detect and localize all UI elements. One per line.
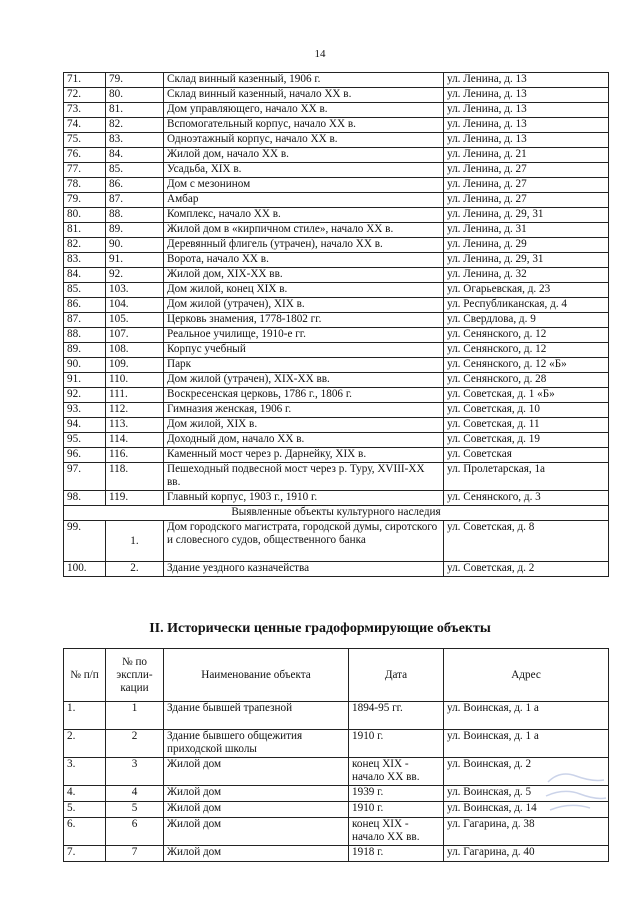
row-index: 71. — [64, 73, 106, 88]
historic-objects-table — [63, 648, 609, 862]
row-index: 89. — [64, 343, 106, 358]
row-object-name: Дом жилой, XIX в. — [164, 418, 444, 433]
row-address: ул. Свердлова, д. 9 — [444, 313, 609, 328]
table-row — [64, 268, 609, 283]
row-index: 98. — [64, 491, 106, 506]
row-explication-number: 85. — [106, 163, 164, 178]
row-index: 95. — [64, 433, 106, 448]
table-row — [64, 73, 609, 88]
row-explication-number: 80. — [106, 88, 164, 103]
row-index: 2. — [64, 730, 106, 758]
row-index: 85. — [64, 283, 106, 298]
table-row — [64, 846, 609, 862]
row-address: ул. Ленина, д. 13 — [444, 118, 609, 133]
row-index: 90. — [64, 358, 106, 373]
row-object-name: Жилой дом — [164, 802, 349, 818]
row-object-name: Жилой дом — [164, 786, 349, 802]
row-index: 7. — [64, 846, 106, 862]
row-explication-number: 2. — [106, 562, 164, 577]
row-address: ул. Советская, д. 2 — [444, 562, 609, 577]
row-index: 99. — [64, 521, 106, 562]
table-row — [64, 193, 609, 208]
row-explication-number: 83. — [106, 133, 164, 148]
table-row — [64, 758, 609, 786]
row-index: 74. — [64, 118, 106, 133]
table-row — [64, 491, 609, 506]
subheading-row — [64, 506, 609, 521]
table-row — [64, 88, 609, 103]
row-address: ул. Советская, д. 8 — [444, 521, 609, 562]
table-row — [64, 118, 609, 133]
row-explication-number: 81. — [106, 103, 164, 118]
table-row — [64, 463, 609, 491]
row-index: 88. — [64, 328, 106, 343]
table-row — [64, 702, 609, 730]
row-explication-number: 82. — [106, 118, 164, 133]
row-index: 94. — [64, 418, 106, 433]
table-header-row — [64, 649, 609, 702]
table-row — [64, 373, 609, 388]
row-date: 1939 г. — [349, 786, 444, 802]
row-address: ул. Сенянского, д. 12 — [444, 343, 609, 358]
row-address: ул. Советская, д. 1 «Б» — [444, 388, 609, 403]
row-index: 78. — [64, 178, 106, 193]
row-explication-number: 110. — [106, 373, 164, 388]
row-object-name: Корпус учебный — [164, 343, 444, 358]
row-date: 1918 г. — [349, 846, 444, 862]
row-object-name: Жилой дом — [164, 846, 349, 862]
row-index: 86. — [64, 298, 106, 313]
section-title: II. Исторически ценные градоформирующие объекты — [149, 621, 491, 636]
row-index: 75. — [64, 133, 106, 148]
row-address: ул. Советская — [444, 448, 609, 463]
row-explication-number: 88. — [106, 208, 164, 223]
table-row — [64, 223, 609, 238]
table-row — [64, 238, 609, 253]
row-object-name: Склад винный казенный, 1906 г. — [164, 73, 444, 88]
table-row — [64, 133, 609, 148]
row-address: ул. Ленина, д. 13 — [444, 73, 609, 88]
subheading: Выявленные объекты культурного наследия — [64, 506, 609, 521]
row-address: ул. Ленина, д. 29 — [444, 238, 609, 253]
row-address: ул. Ленина, д. 32 — [444, 268, 609, 283]
row-index: 81. — [64, 223, 106, 238]
row-address: ул. Ленина, д. 29, 31 — [444, 253, 609, 268]
row-explication-number: 119. — [106, 491, 164, 506]
row-explication-number: 116. — [106, 448, 164, 463]
header-index: № п/п — [64, 649, 106, 702]
row-index: 82. — [64, 238, 106, 253]
row-object-name: Каменный мост через р. Дарнейку, XIX в. — [164, 448, 444, 463]
row-address: ул. Сенянского, д. 3 — [444, 491, 609, 506]
row-object-name: Гимназия женская, 1906 г. — [164, 403, 444, 418]
table-row — [64, 313, 609, 328]
row-object-name: Дом жилой (утрачен), XIX-XX вв. — [164, 373, 444, 388]
row-index: 73. — [64, 103, 106, 118]
row-address: ул. Сенянского, д. 28 — [444, 373, 609, 388]
row-object-name: Дом жилой (утрачен), XIX в. — [164, 298, 444, 313]
row-object-name: Дом жилой, конец XIX в. — [164, 283, 444, 298]
row-object-name: Здание бывшего общежития приходской школы — [164, 730, 349, 758]
row-explication-number: 4 — [106, 786, 164, 802]
row-explication-number: 111. — [106, 388, 164, 403]
row-address: ул. Гагарина, д. 38 — [444, 818, 609, 846]
page-number: 14 — [314, 48, 326, 60]
row-explication-number: 87. — [106, 193, 164, 208]
row-object-name: Ворота, начало XX в. — [164, 253, 444, 268]
row-address: ул. Сенянского, д. 12 — [444, 328, 609, 343]
row-object-name: Амбар — [164, 193, 444, 208]
row-explication-number: 112. — [106, 403, 164, 418]
header-explication-number: № по экспли-кации — [106, 649, 164, 702]
row-object-name: Усадьба, XIX в. — [164, 163, 444, 178]
row-explication-number: 1 — [106, 702, 164, 730]
row-date: конец XIX - начало XX вв. — [349, 758, 444, 786]
row-explication-number: 86. — [106, 178, 164, 193]
row-index: 93. — [64, 403, 106, 418]
row-explication-number: 105. — [106, 313, 164, 328]
table-row — [64, 103, 609, 118]
row-explication-number: 1. — [106, 521, 164, 562]
table-row — [64, 730, 609, 758]
table-row — [64, 328, 609, 343]
row-index: 96. — [64, 448, 106, 463]
row-explication-number: 108. — [106, 343, 164, 358]
row-index: 76. — [64, 148, 106, 163]
table-row — [64, 786, 609, 802]
row-object-name: Комплекс, начало XX в. — [164, 208, 444, 223]
row-address: ул. Воинская, д. 1 а — [444, 730, 609, 758]
row-address: ул. Пролетарская, 1а — [444, 463, 609, 491]
row-explication-number: 3 — [106, 758, 164, 786]
row-object-name: Жилой дом, начало XX в. — [164, 148, 444, 163]
row-index: 100. — [64, 562, 106, 577]
row-object-name: Парк — [164, 358, 444, 373]
table-row — [64, 388, 609, 403]
row-explication-number: 104. — [106, 298, 164, 313]
row-date: 1910 г. — [349, 802, 444, 818]
row-object-name: Здание бывшей трапезной — [164, 702, 349, 730]
row-explication-number: 7 — [106, 846, 164, 862]
table-row — [64, 208, 609, 223]
row-address: ул. Сенянского, д. 12 «Б» — [444, 358, 609, 373]
row-object-name: Жилой дом в «кирпичном стиле», начало XX в. — [164, 223, 444, 238]
row-index: 77. — [64, 163, 106, 178]
row-explication-number: 109. — [106, 358, 164, 373]
header-object-name: Наименование объекта — [164, 649, 349, 702]
row-index: 83. — [64, 253, 106, 268]
row-date: конец XIX - начало XX вв. — [349, 818, 444, 846]
row-address: ул. Ленина, д. 13 — [444, 133, 609, 148]
row-object-name: Дом с мезонином — [164, 178, 444, 193]
stamp-mark — [540, 762, 610, 822]
row-date: 1910 г. — [349, 730, 444, 758]
row-object-name: Деревянный флигель (утрачен), начало XX в. — [164, 238, 444, 253]
row-index: 84. — [64, 268, 106, 283]
row-object-name: Одноэтажный корпус, начало XX в. — [164, 133, 444, 148]
row-explication-number: 90. — [106, 238, 164, 253]
row-index: 92. — [64, 388, 106, 403]
row-index: 79. — [64, 193, 106, 208]
row-object-name: Дом управляющего, начало XX в. — [164, 103, 444, 118]
row-object-name: Пешеходный подвесной мост через р. Туру, XVIII-XX вв. — [164, 463, 444, 491]
row-explication-number: 118. — [106, 463, 164, 491]
row-object-name: Здание уездного казначейства — [164, 562, 444, 577]
row-address: ул. Ленина, д. 31 — [444, 223, 609, 238]
row-address: ул. Воинская, д. 1 а — [444, 702, 609, 730]
table-row — [64, 562, 609, 577]
row-explication-number: 107. — [106, 328, 164, 343]
row-index: 80. — [64, 208, 106, 223]
table-row — [64, 178, 609, 193]
table-row — [64, 163, 609, 178]
row-address: ул. Ленина, д. 13 — [444, 103, 609, 118]
table-row — [64, 148, 609, 163]
row-address: ул. Ленина, д. 21 — [444, 148, 609, 163]
row-address: ул. Ленина, д. 29, 31 — [444, 208, 609, 223]
row-date: 1894-95 гг. — [349, 702, 444, 730]
row-explication-number: 2 — [106, 730, 164, 758]
row-object-name: Жилой дом, XIX-XX вв. — [164, 268, 444, 283]
row-address: ул. Ленина, д. 27 — [444, 163, 609, 178]
table-row — [64, 448, 609, 463]
table-row — [64, 433, 609, 448]
monuments-table — [63, 72, 609, 577]
row-address: ул. Советская, д. 11 — [444, 418, 609, 433]
row-index: 97. — [64, 463, 106, 491]
row-explication-number: 6 — [106, 818, 164, 846]
row-address: ул. Советская, д. 19 — [444, 433, 609, 448]
row-object-name: Главный корпус, 1903 г., 1910 г. — [164, 491, 444, 506]
row-explication-number: 5 — [106, 802, 164, 818]
row-index: 1. — [64, 702, 106, 730]
row-explication-number: 79. — [106, 73, 164, 88]
row-object-name: Склад винный казенный, начало XX в. — [164, 88, 444, 103]
row-address: ул. Огарьевская, д. 23 — [444, 283, 609, 298]
table-row — [64, 818, 609, 846]
header-date: Дата — [349, 649, 444, 702]
row-index: 91. — [64, 373, 106, 388]
row-explication-number: 89. — [106, 223, 164, 238]
row-object-name: Воскресенская церковь, 1786 г., 1806 г. — [164, 388, 444, 403]
row-object-name: Жилой дом — [164, 818, 349, 846]
row-explication-number: 113. — [106, 418, 164, 433]
row-address: ул. Советская, д. 10 — [444, 403, 609, 418]
row-index: 6. — [64, 818, 106, 846]
row-object-name: Жилой дом — [164, 758, 349, 786]
row-address: ул. Воинская, д. 14 — [444, 802, 609, 818]
table-row — [64, 298, 609, 313]
row-index: 5. — [64, 802, 106, 818]
table-row — [64, 521, 609, 562]
row-address: ул. Воинская, д. 2 — [444, 758, 609, 786]
row-index: 72. — [64, 88, 106, 103]
row-explication-number: 84. — [106, 148, 164, 163]
row-index: 87. — [64, 313, 106, 328]
row-object-name: Вспомогательный корпус, начало XX в. — [164, 118, 444, 133]
row-index: 4. — [64, 786, 106, 802]
row-address: ул. Воинская, д. 5 — [444, 786, 609, 802]
row-object-name: Церковь знамения, 1778-1802 гг. — [164, 313, 444, 328]
row-explication-number: 92. — [106, 268, 164, 283]
table-row — [64, 802, 609, 818]
table-row — [64, 358, 609, 373]
header-address: Адрес — [444, 649, 609, 702]
table-row — [64, 253, 609, 268]
row-explication-number: 91. — [106, 253, 164, 268]
row-address: ул. Гагарина, д. 40 — [444, 846, 609, 862]
table-row — [64, 283, 609, 298]
row-object-name: Доходный дом, начало XX в. — [164, 433, 444, 448]
row-explication-number: 114. — [106, 433, 164, 448]
table-row — [64, 343, 609, 358]
row-object-name: Реальное училище, 1910-е гг. — [164, 328, 444, 343]
row-index: 3. — [64, 758, 106, 786]
row-explication-number: 103. — [106, 283, 164, 298]
row-address: ул. Ленина, д. 27 — [444, 178, 609, 193]
table-row — [64, 418, 609, 433]
row-object-name: Дом городского магистрата, городской думы, сиротского и словесного судов, общественного банка — [164, 521, 444, 562]
row-address: ул. Республиканская, д. 4 — [444, 298, 609, 313]
table-row — [64, 403, 609, 418]
row-address: ул. Ленина, д. 13 — [444, 88, 609, 103]
row-address: ул. Ленина, д. 27 — [444, 193, 609, 208]
